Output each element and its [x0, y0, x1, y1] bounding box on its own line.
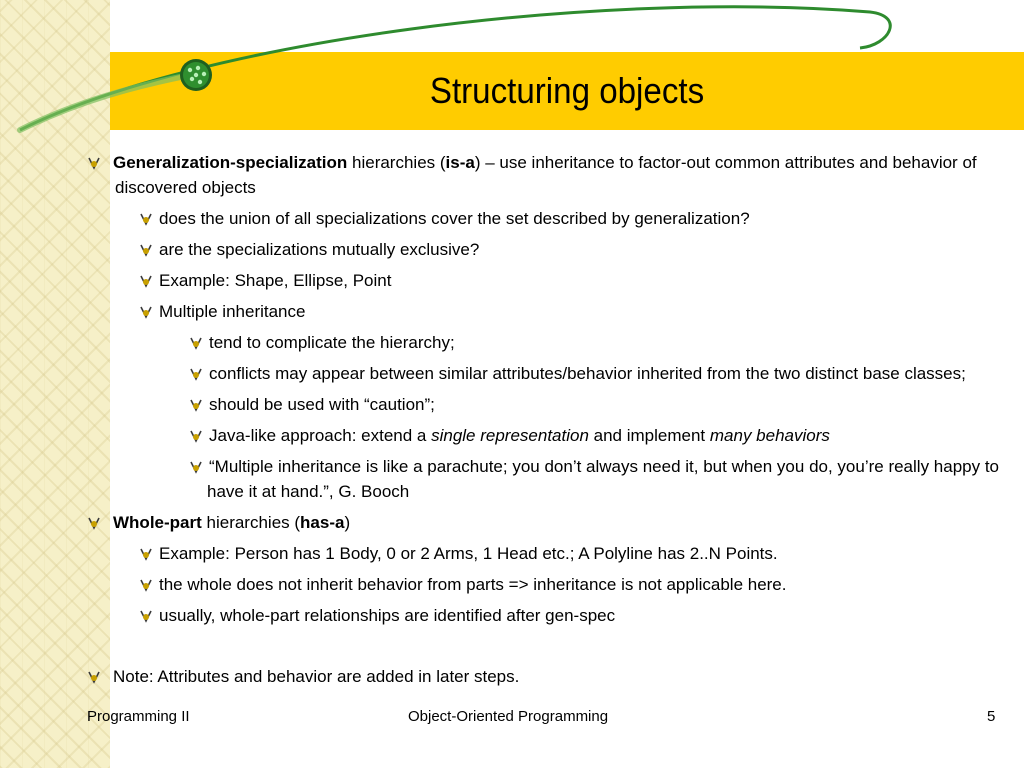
bullet-text: many behaviors	[709, 426, 830, 445]
bullet-item-level-2	[87, 541, 1007, 566]
bullet-text: Example: Person has 1 Body, 0 or 2 Arms, 1 Head etc.; A Polyline has 2..N Points.	[159, 544, 778, 563]
bullet-text: the whole does not inherit behavior from parts => inheritance is not applicable here.	[159, 575, 787, 594]
bullet-icon	[189, 394, 203, 408]
spacer	[87, 634, 1007, 664]
bullet-text: )	[344, 513, 351, 532]
bullet-text: Generalization-specialization	[113, 153, 348, 172]
bullet-text: “Multiple inheritance is like a parachute; you don’t always need it, but when you do, you’re really happy to have it at hand.”, G. Booch	[207, 457, 1000, 501]
bullet-text: Multiple inheritance	[159, 302, 306, 321]
bullet-item-level-2	[87, 603, 1007, 628]
bullet-text: does the union of all specializations cover the set described by generalization?	[159, 209, 750, 228]
bullet-icon	[189, 332, 203, 346]
bullet-icon	[139, 301, 153, 315]
footer-course: Programming II	[87, 708, 190, 725]
bullet-item-level-2	[87, 268, 1007, 293]
bullet-icon	[189, 363, 203, 377]
bullet-item-level-2	[87, 206, 1007, 231]
slide-body	[87, 150, 1007, 695]
bullet-item-level-3	[87, 423, 1007, 448]
slide-title: Structuring objects	[429, 70, 705, 111]
bullet-text: has-a	[300, 513, 345, 532]
bullet-text: usually, whole-part relationships are identified after gen-spec	[159, 606, 616, 625]
page-number: 5	[987, 708, 996, 725]
bullet-text: and implement	[588, 426, 710, 445]
bullet-icon	[87, 152, 101, 166]
bullet-icon	[87, 512, 101, 526]
bullet-icon	[139, 574, 153, 588]
bullet-item-level-2	[87, 237, 1007, 262]
footer-subject: Object-Oriented Programming	[408, 708, 609, 725]
bullet-text: should be used with “caution”;	[209, 395, 435, 414]
bullet-text: is-a	[445, 153, 475, 172]
bullet-text: ) – use inheritance to factor-out common attributes and behavior of discovered objects	[115, 153, 977, 197]
bullet-icon	[139, 270, 153, 284]
bullet-text: hierarchies (	[201, 513, 301, 532]
bullet-item-level-3	[87, 330, 1007, 355]
bullet-icon	[87, 666, 101, 680]
bullet-text: hierarchies (	[347, 153, 446, 172]
bullet-icon	[189, 456, 203, 470]
bullet-text: single representation	[431, 426, 589, 445]
bullet-text: are the specializations mutually exclusive?	[159, 240, 480, 259]
bullet-text: tend to complicate the hierarchy;	[209, 333, 455, 352]
bullet-item-level-3	[87, 392, 1007, 417]
bullet-text: Example: Shape, Ellipse, Point	[159, 271, 392, 290]
bullet-icon	[139, 543, 153, 557]
bullet-icon	[139, 605, 153, 619]
bullet-item-level-1	[87, 510, 1007, 535]
bullet-item-level-1	[87, 150, 1007, 200]
bullet-text: Java-like approach: extend a	[209, 426, 432, 445]
bullet-item-level-3	[87, 361, 1007, 386]
bullet-item-level-2	[87, 299, 1007, 324]
bullet-icon	[139, 239, 153, 253]
bullet-item-level-1	[87, 664, 1007, 689]
bullet-text: Note: Attributes and behavior are added in later steps.	[113, 667, 520, 686]
bullet-text: Whole-part	[113, 513, 202, 532]
bullet-text: conflicts may appear between similar attributes/behavior inherited from the two distinct base classes;	[209, 364, 966, 383]
bullet-item-level-2	[87, 572, 1007, 597]
bullet-icon	[189, 425, 203, 439]
bullet-icon	[139, 208, 153, 222]
bullet-item-level-3	[87, 454, 1007, 504]
